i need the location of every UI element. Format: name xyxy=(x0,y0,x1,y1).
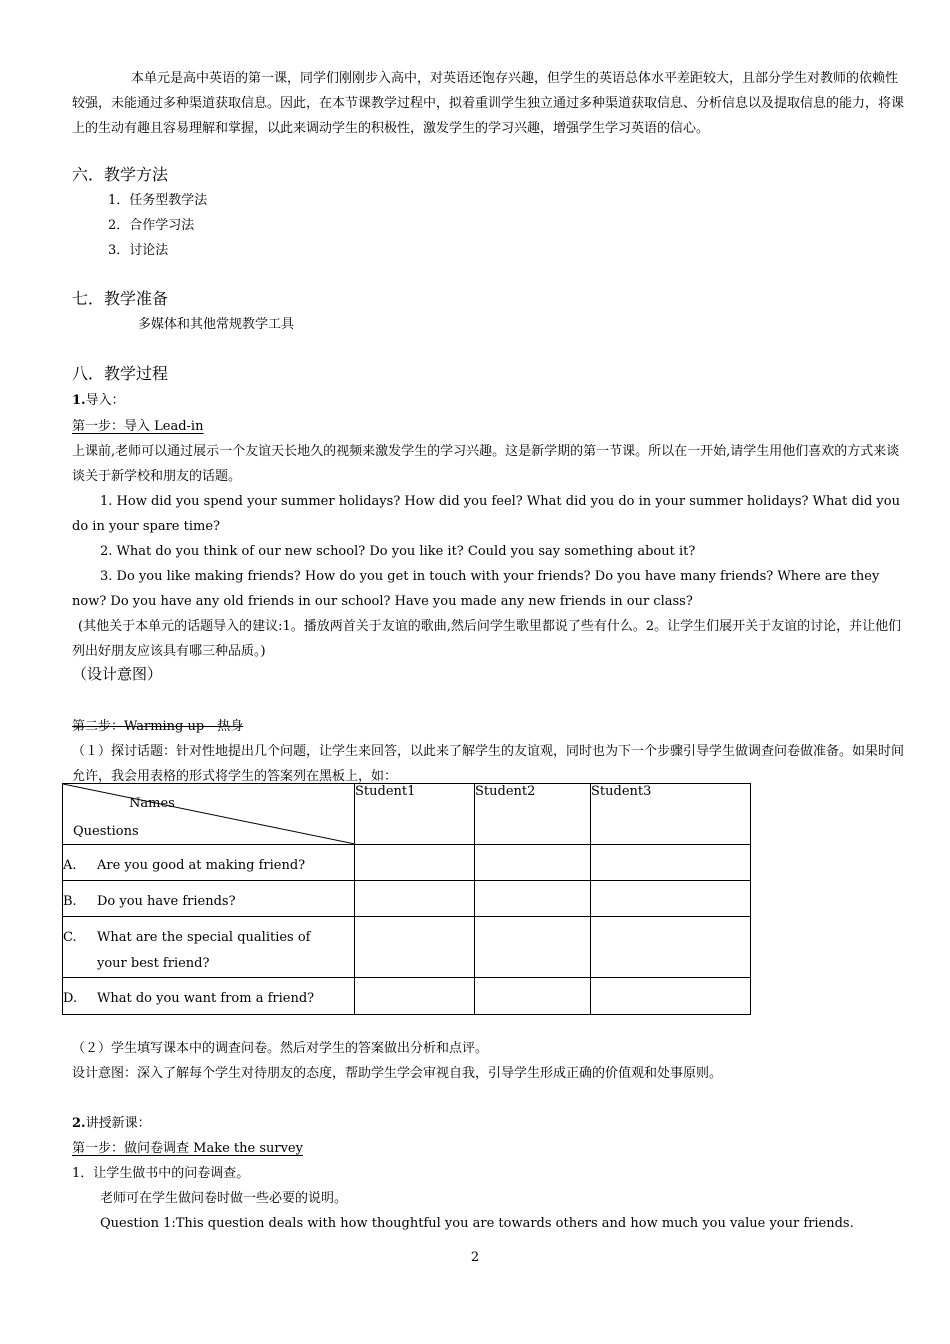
question-cell xyxy=(63,881,355,917)
preparation-text: 多媒体和其他常规教学工具 xyxy=(138,317,295,332)
table-row xyxy=(63,881,751,917)
answer-cell xyxy=(475,845,591,881)
step-1-text: 上课前,老师可以通过展示一个友谊天长地久的视频来激发学生的学习兴趣。这是新学期的第一节课。所以在一开始,请学生用他们喜欢的方式来谈谈关于新学校和朋友的话题。 xyxy=(72,444,900,484)
table-row xyxy=(63,845,751,881)
leadin-question-1: 1. How did you spend your summer holidays? How did you feel? What did you do in your summer holidays? What did you do in your spare time? xyxy=(72,494,900,534)
question-cell xyxy=(63,917,355,978)
header-student-2: Student2 xyxy=(475,784,591,845)
answer-cell xyxy=(591,978,751,1015)
leadin-suggestion: (其他关于本单元的话题导入的建议:1。播放两首关于友谊的歌曲,然后问学生歌里都说了些有什么。2。让学生们展开关于友谊的讨论，并让他们列出好朋友应该具有哪三种品质。) xyxy=(72,619,902,659)
section-6-title: 六．教学方法 xyxy=(72,165,169,184)
table-row xyxy=(63,978,751,1015)
new-step-1-title xyxy=(72,1136,908,1161)
method-item-3: 3．讨论法 xyxy=(108,243,169,258)
new-step-1-item: 1．让学生做书中的问卷调查。 xyxy=(72,1166,250,1181)
leadin-question-2: 2. What do you think of our new school? Do you like it? Could you say something about it? xyxy=(100,544,696,559)
answer-cell xyxy=(591,845,751,881)
section-8-title: 八．教学过程 xyxy=(72,364,169,383)
step-1-title xyxy=(72,414,908,439)
method-item-1: 1．任务型教学法 xyxy=(108,193,208,208)
friendship-survey-table xyxy=(62,783,751,1015)
answer-cell xyxy=(591,917,751,978)
design-intent-label: （设计意图） xyxy=(72,665,163,683)
answer-cell xyxy=(355,978,475,1015)
page-number: 2 xyxy=(470,1250,480,1265)
part-1-number: 1. xyxy=(72,393,86,408)
part-2-heading xyxy=(72,1111,908,1136)
answer-cell xyxy=(591,881,751,917)
part-2-number: 2. xyxy=(72,1116,86,1131)
table-row xyxy=(63,917,751,978)
question-text: Are you good at making friend? xyxy=(97,858,306,873)
header-student-1: Student1 xyxy=(355,784,475,845)
table-corner-cell xyxy=(63,784,355,845)
answer-cell xyxy=(475,881,591,917)
part-1-heading xyxy=(72,388,908,413)
step-2-title-text: 第二步：Warming up 热身 xyxy=(72,719,244,734)
answer-cell xyxy=(355,917,475,978)
new-step-1-note: 老师可在学生做问卷时做一些必要的说明。 xyxy=(100,1191,348,1206)
new-step-1-title-text: 第一步：做问卷调查 Make the survey xyxy=(72,1141,303,1156)
question-text: What do you want from a friend? xyxy=(97,991,315,1006)
question-text: Do you have friends? xyxy=(97,894,236,909)
step-2-design-intent: 设计意图：深入了解每个学生对待朋友的态度，帮助学生学会审视自我，引导学生形成正确的价值观和处事原则。 xyxy=(72,1066,723,1081)
step-2-followup: （２）学生填写课本中的调查问卷。然后对学生的答案做出分析和点评。 xyxy=(72,1041,489,1056)
question-letter: C. xyxy=(63,930,77,945)
new-step-1-question-1: Question 1:This question deals with how thoughtful you are towards others and how much you value your friends. xyxy=(100,1216,854,1231)
question-cell xyxy=(63,845,355,881)
question-letter: A. xyxy=(63,858,77,873)
answer-cell xyxy=(475,978,591,1015)
answer-cell xyxy=(475,917,591,978)
step-1-title-text: 第一步：导入 Lead-in xyxy=(72,419,204,434)
intro-paragraph: 本单元是高中英语的第一课，同学们刚刚步入高中，对英语还饱存兴趣，但学生的英语总体水平差距较大，且部分学生对教师的依赖性较强，未能通过多种渠道获取信息。因此，在本节课教学过程中，拟着重训学生独立通过多种渠道获取信息、分析信息以及提取信息的能力，将课上的生动有趣且容易理解和掌握，以此来调动学生的积极性，激发学生的学习兴趣，增强学生学习英语的信心。 xyxy=(72,71,905,136)
section-7-title: 七．教学准备 xyxy=(72,289,169,308)
part-1-label: 导入： xyxy=(85,393,125,408)
question-letter: D. xyxy=(63,991,78,1006)
part-2-label: 讲授新课： xyxy=(85,1116,151,1131)
step-2-text: （１）探讨话题：针对性地提出几个问题，让学生来回答，以此来了解学生的友谊观，同时也为下一个步骤引导学生做调查问卷做准备。如果时间允许，我会用表格的形式将学生的答案列在黑板上，如： xyxy=(72,744,905,784)
question-letter: B. xyxy=(63,894,77,909)
question-cell xyxy=(63,978,355,1015)
answer-cell xyxy=(355,881,475,917)
table-header-row xyxy=(63,784,751,845)
leadin-question-3: 3. Do you like making friends? How do you get in touch with your friends? Do you have many friends? Where are they now? Do you have any old friends in our school? Have you made any new friends in our class? xyxy=(72,569,880,609)
step-2-title xyxy=(72,714,908,739)
header-questions: Questions xyxy=(73,824,139,839)
method-item-2: 2．合作学习法 xyxy=(108,218,195,233)
answer-cell xyxy=(355,845,475,881)
header-student-3: Student3 xyxy=(591,784,751,845)
header-names: Names xyxy=(129,796,175,811)
question-text: What are the special qualities of your best friend? xyxy=(97,930,311,971)
